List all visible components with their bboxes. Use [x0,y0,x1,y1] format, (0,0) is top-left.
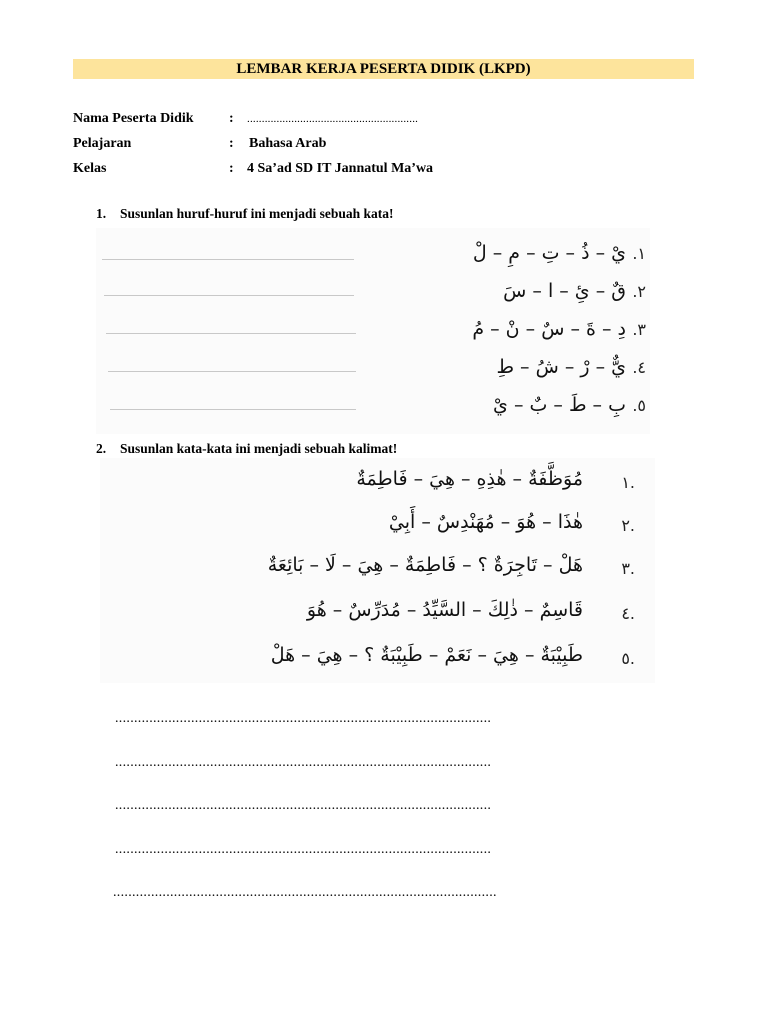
q1-item-1 [356,242,646,264]
q2-item-3-words: هَلْ – تَاجِرَةٌ ؟ – فَاطِمَةٌ – هِيَ – لَا – بَائِعَةٌ [267,554,583,576]
q1-item-2-letters: قٌ – ئِ – ا – سَ [503,280,626,302]
question-2-text: Susunlan kata-kata ini menjadi sebuah kalimat! [120,441,398,456]
q2-item-4-words: قَاسِمٌ – ذٰلِكَ – السَّيِّدُ – مُدَرِّسٌ – هُوَ [306,599,583,621]
q1-item-4-number: ٤. [632,358,646,377]
q1-item-5 [356,394,646,416]
worksheet-title: LEMBAR KERJA PESERTA DIDIK (LKPD) [73,59,694,79]
question-1-image [96,228,650,434]
q1-item-2 [356,280,646,302]
q2-item-5-words: طَبِيْبَةٌ – هِيَ – نَعَمْ – طَبِيْبَةٌ ؟ – هِيَ – هَلْ [270,644,583,666]
answer-dots-line-4[interactable]: ................................................................................................... [115,842,492,857]
answer-line-1[interactable] [102,259,354,260]
class-label: Kelas [73,161,107,176]
q1-item-3 [356,318,646,340]
info-row-subject [73,135,673,153]
answer-line-4[interactable] [108,371,356,372]
q1-item-4 [356,356,646,378]
q1-item-1-letters: يْ – ذُ – تِ – مِ – لْ [472,242,626,264]
answer-line-5[interactable] [110,409,356,410]
q1-item-5-number: ٥. [632,396,646,415]
q1-item-3-number: ٣. [632,320,646,339]
subject-label: Pelajaran [73,136,132,151]
answer-dots-line-5[interactable]: ..................................................................................................... [113,885,497,900]
q2-item-1-number: ١. [621,473,635,492]
q2-item-4-number: ٤. [621,604,635,623]
question-1-heading [96,206,393,222]
question-1-text: Susunlan huruf-huruf ini menjadi sebuah kata! [120,206,394,221]
q2-item-2-number: ٢. [621,516,635,535]
q1-item-2-number: ٢. [632,282,646,301]
answer-line-3[interactable] [106,333,356,334]
q2-item-3 [163,554,583,576]
q1-item-1-number: ١. [632,244,646,263]
class-colon: : [229,161,234,176]
q2-item-4 [163,599,583,621]
class-value: 4 Sa’ad SD IT Jannatul Ma’wa [247,161,434,176]
name-colon: : [229,111,234,126]
question-2-heading [96,441,397,457]
subject-colon: : [229,136,234,151]
name-value-field[interactable]: .......................................................... [247,113,419,125]
q2-item-1 [163,468,583,490]
question-1-number: 1. [96,206,107,221]
question-2-image [100,458,655,683]
answer-line-2[interactable] [104,295,354,296]
answer-dots-line-3[interactable]: ................................................................................................... [115,798,492,813]
name-label: Nama Peserta Didik [73,111,194,126]
info-row-name [73,110,673,128]
q2-item-3-number: ٣. [621,559,635,578]
q2-item-5 [163,644,583,666]
q2-item-2-words: هٰذَا – هُوَ – مُهَنْدِسٌ – أَبِيْ [388,511,583,533]
q1-item-5-letters: بِ – طَ – بٌ – يْ [493,394,626,416]
q1-item-3-letters: دِ – ةَ – سٌ – نْ – مُ [472,318,626,340]
subject-value: Bahasa Arab [249,136,327,151]
question-2-number: 2. [96,441,107,456]
q2-item-5-number: ٥. [621,649,635,668]
q2-item-1-words: مُوَظَّفَةٌ – هٰذِهِ – هِيَ – فَاطِمَةٌ [356,468,583,490]
answer-dots-line-1[interactable]: ................................................................................................... [115,711,492,726]
q1-item-4-letters: يٌّ – رْ – شُ – طِ [496,356,626,378]
answer-dots-line-2[interactable]: ................................................................................................... [115,755,492,770]
q2-item-2 [163,511,583,533]
info-row-class [73,160,673,178]
